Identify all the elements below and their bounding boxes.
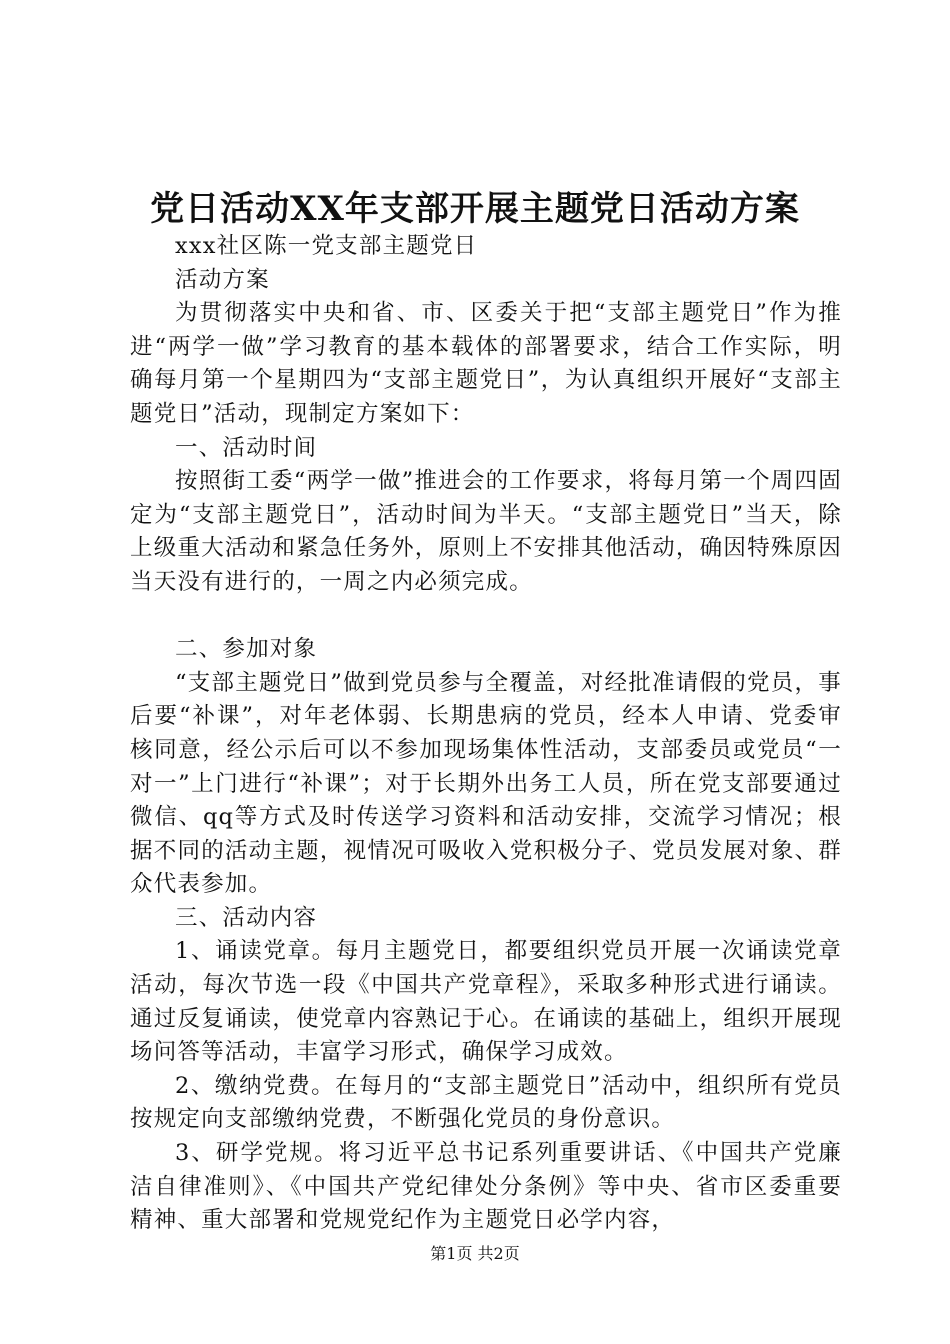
content-item-1: 1、诵读党章。每月主题党日，都要组织党员开展一次诵读党章活动，每次节选一段《中国共产党章程》，采取多种形式进行诵读。通过反复诵读，使党章内容熟记于心。在诵读的基础上，组织开展现场问答等活动，丰富学习形式，确保学习成效。: [130, 938, 842, 1066]
intro-paragraph: 为贯彻落实中央和省、市、区委关于把“支部主题党日”作为推进“两学一做”学习教育的基本载体的部署要求，结合工作实际，明确每月第一个星期四为“支部主题党日”，为认真组织开展好“支部主题党日”活动，现制定方案如下：: [130, 300, 842, 427]
subtitle-line-2: 活动方案: [175, 266, 270, 293]
document-title: 党日活动XX年支部开展主题党日活动方案: [150, 189, 800, 229]
content-item-2: 2、缴纳党费。在每月的“支部主题党日”活动中，组织所有党员按规定向支部缴纳党费，不断强化党员的身份意识。: [130, 1072, 842, 1133]
document-body: [130, 230, 842, 1238]
section-heading-time: 一、活动时间: [175, 434, 318, 461]
page-number: 第1页 共2页: [430, 1244, 520, 1263]
time-paragraph: 按照街工委“两学一做”推进会的工作要求，将每月第一个周四固定为“支部主题党日”，活动时间为半天。“支部主题党日”当天，除上级重大活动和紧急任务外，原则上不安排其他活动，确因特殊原因当天没有进行的，一周之内必须完成。: [130, 468, 842, 595]
content-item-3: 3、研学党规。将习近平总书记系列重要讲话、《中国共产党廉洁自律准则》、《中国共产党纪律处分条例》等中央、省市区委重要精神、重大部署和党规党纪作为主题党日必学内容，: [130, 1140, 842, 1234]
subtitle-line-1: xxx社区陈一党支部主题党日: [175, 233, 478, 259]
participants-paragraph: “支部主题党日”做到党员参与全覆盖，对经批准请假的党员，事后要“补课”，对年老体弱、长期患病的党员，经本人申请、党委审核同意，经公示后可以不参加现场集体性活动，支部委员或党员“一对一”上门进行“补课”；对于长期外出务工人员，所在党支部要通过微信、qq等方式及时传送学习资料和活动安排，交流学习情况；根据不同的活动主题，视情况可吸收入党积极分子、党员发展对象、群众代表参加。: [130, 669, 842, 898]
section-heading-content: 三、活动内容: [175, 904, 318, 931]
section-heading-participants: 二、参加对象: [175, 636, 318, 663]
